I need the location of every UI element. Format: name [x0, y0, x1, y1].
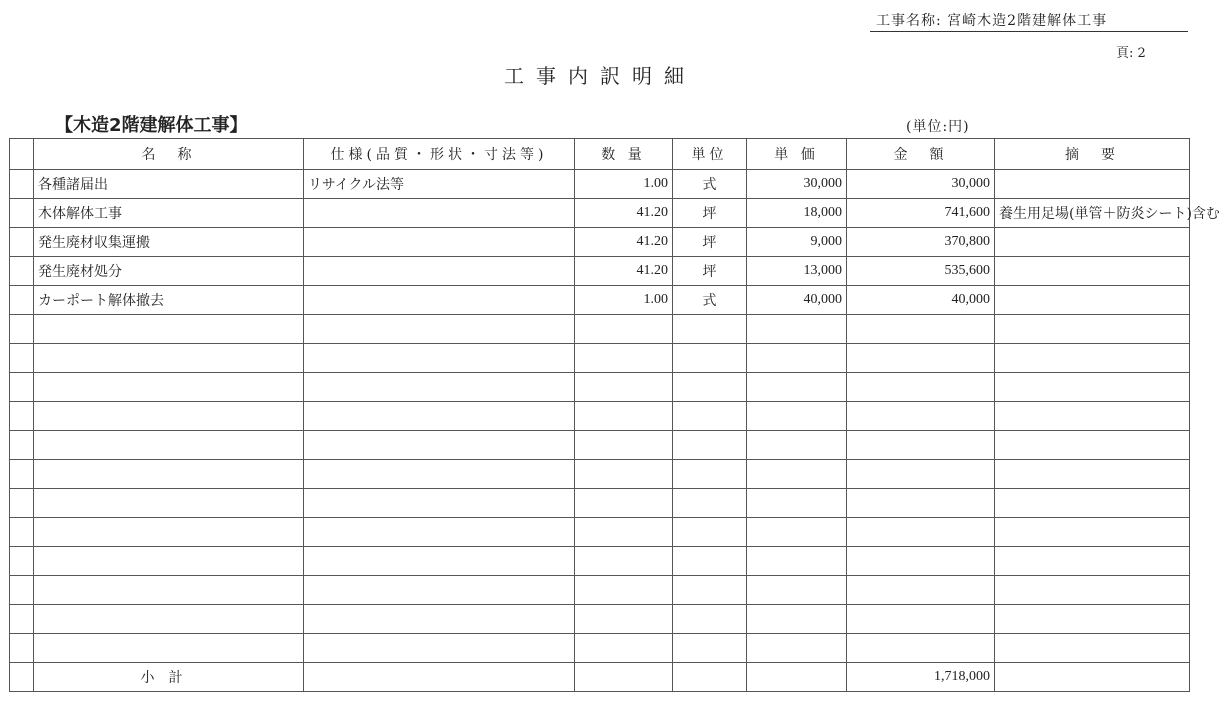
spec-cell: [304, 576, 575, 605]
quantity-cell: [575, 373, 673, 402]
index-cell: [10, 460, 34, 489]
unit-cell: 式: [673, 170, 747, 199]
unit-cell: [673, 605, 747, 634]
index-cell: [10, 634, 34, 663]
empty-row: [10, 402, 1190, 431]
spec-cell: [304, 286, 575, 315]
spec-cell: [304, 315, 575, 344]
quantity-cell: 41.20: [575, 228, 673, 257]
quantity-cell: [575, 431, 673, 460]
unit-price-cell: [747, 431, 847, 460]
spec-cell: [304, 402, 575, 431]
column-header-amount: 金 額: [847, 139, 995, 170]
spec-cell: [304, 460, 575, 489]
unit-price-cell: 18,000: [747, 199, 847, 228]
remarks-cell: [995, 286, 1190, 315]
remarks-cell: [995, 489, 1190, 518]
quantity-cell: [575, 634, 673, 663]
spec-cell: [304, 547, 575, 576]
spec-cell: [304, 605, 575, 634]
column-header-unit-price: 単 価: [747, 139, 847, 170]
table-row: [10, 257, 1190, 286]
unit-note: (単位:円): [906, 119, 970, 135]
amount-cell: [847, 373, 995, 402]
quantity-cell: [575, 402, 673, 431]
unit-price-cell: [747, 315, 847, 344]
name-cell: [34, 315, 304, 344]
quantity-cell: 1.00: [575, 170, 673, 199]
unit-price-cell: [747, 663, 847, 692]
document-title: 工事内訳明細: [504, 64, 696, 88]
spec-cell: [304, 663, 575, 692]
empty-row: [10, 344, 1190, 373]
page-number: 頁: 2: [1116, 46, 1146, 61]
name-cell: [34, 431, 304, 460]
empty-row: [10, 460, 1190, 489]
amount-cell: [847, 431, 995, 460]
unit-cell: [673, 373, 747, 402]
quantity-cell: [575, 489, 673, 518]
subtotal-amount: 1,718,000: [847, 663, 995, 692]
index-cell: [10, 315, 34, 344]
index-cell: [10, 402, 34, 431]
table-row: [10, 199, 1190, 228]
unit-cell: [673, 634, 747, 663]
quantity-cell: [575, 460, 673, 489]
index-cell: [10, 257, 34, 286]
remarks-cell: 養生用足場(単管＋防炎シート)含む: [995, 199, 1190, 228]
unit-cell: [673, 576, 747, 605]
table-header-row: [10, 139, 1190, 170]
amount-cell: 370,800: [847, 228, 995, 257]
empty-row: [10, 576, 1190, 605]
amount-cell: [847, 547, 995, 576]
index-cell: [10, 518, 34, 547]
unit-cell: 坪: [673, 228, 747, 257]
remarks-cell: [995, 257, 1190, 286]
amount-cell: 741,600: [847, 199, 995, 228]
spec-cell: [304, 431, 575, 460]
name-cell: [34, 605, 304, 634]
unit-cell: [673, 663, 747, 692]
index-cell: [10, 663, 34, 692]
quantity-cell: [575, 663, 673, 692]
unit-cell: [673, 547, 747, 576]
unit-price-cell: [747, 547, 847, 576]
unit-price-cell: 13,000: [747, 257, 847, 286]
table-row: [10, 170, 1190, 199]
column-header-spec: 仕様(品質・形状・寸法等): [304, 139, 575, 170]
amount-cell: [847, 634, 995, 663]
unit-price-cell: [747, 460, 847, 489]
unit-price-cell: [747, 634, 847, 663]
remarks-cell: [995, 228, 1190, 257]
subtotal-label: 小計: [34, 663, 304, 692]
column-header-quantity: 数 量: [575, 139, 673, 170]
table-row: [10, 228, 1190, 257]
unit-cell: 坪: [673, 257, 747, 286]
amount-cell: [847, 402, 995, 431]
column-header-remarks: 摘 要: [995, 139, 1190, 170]
remarks-cell: [995, 518, 1190, 547]
unit-cell: 坪: [673, 199, 747, 228]
spec-cell: リサイクル法等: [304, 170, 575, 199]
quantity-cell: [575, 344, 673, 373]
remarks-cell: [995, 402, 1190, 431]
index-cell: [10, 605, 34, 634]
amount-cell: [847, 489, 995, 518]
spec-cell: [304, 257, 575, 286]
name-cell: [34, 547, 304, 576]
name-cell: [34, 518, 304, 547]
empty-row: [10, 373, 1190, 402]
remarks-cell: [995, 315, 1190, 344]
amount-cell: [847, 315, 995, 344]
name-cell: [34, 634, 304, 663]
quantity-cell: 41.20: [575, 257, 673, 286]
spec-cell: [304, 228, 575, 257]
amount-cell: 30,000: [847, 170, 995, 199]
empty-row: [10, 315, 1190, 344]
amount-cell: 535,600: [847, 257, 995, 286]
unit-cell: [673, 402, 747, 431]
header-index-cell: [10, 139, 34, 170]
spec-cell: [304, 373, 575, 402]
section-title: 【木造2階建解体工事】: [55, 115, 248, 136]
unit-cell: 式: [673, 286, 747, 315]
remarks-cell: [995, 373, 1190, 402]
name-cell: [34, 373, 304, 402]
unit-price-cell: [747, 518, 847, 547]
unit-cell: [673, 460, 747, 489]
name-cell: [34, 344, 304, 373]
remarks-cell: [995, 576, 1190, 605]
name-cell: [34, 576, 304, 605]
remarks-cell: [995, 170, 1190, 199]
empty-row: [10, 518, 1190, 547]
unit-price-cell: [747, 344, 847, 373]
remarks-cell: [995, 663, 1190, 692]
quantity-cell: [575, 547, 673, 576]
unit-price-cell: [747, 402, 847, 431]
column-header-unit: 単位: [673, 139, 747, 170]
amount-cell: 40,000: [847, 286, 995, 315]
index-cell: [10, 547, 34, 576]
spec-cell: [304, 634, 575, 663]
unit-price-cell: 30,000: [747, 170, 847, 199]
amount-cell: [847, 460, 995, 489]
amount-cell: [847, 576, 995, 605]
subtotal-row: [10, 663, 1190, 692]
index-cell: [10, 431, 34, 460]
unit-cell: [673, 344, 747, 373]
unit-price-cell: [747, 373, 847, 402]
index-cell: [10, 576, 34, 605]
unit-price-cell: [747, 489, 847, 518]
name-cell: カーポート解体撤去: [34, 286, 304, 315]
unit-price-cell: 40,000: [747, 286, 847, 315]
spec-cell: [304, 489, 575, 518]
amount-cell: [847, 344, 995, 373]
project-name: 工事名称: 宮崎木造2階建解体工事: [870, 10, 1188, 32]
unit-cell: [673, 315, 747, 344]
quantity-cell: 41.20: [575, 199, 673, 228]
quantity-cell: [575, 315, 673, 344]
column-header-name: 名 称: [34, 139, 304, 170]
remarks-cell: [995, 460, 1190, 489]
remarks-cell: [995, 547, 1190, 576]
empty-row: [10, 431, 1190, 460]
unit-cell: [673, 518, 747, 547]
quantity-cell: 1.00: [575, 286, 673, 315]
name-cell: 発生廃材収集運搬: [34, 228, 304, 257]
empty-row: [10, 489, 1190, 518]
breakdown-table: [9, 138, 1220, 692]
unit-price-cell: [747, 576, 847, 605]
quantity-cell: [575, 605, 673, 634]
unit-cell: [673, 489, 747, 518]
empty-row: [10, 634, 1190, 663]
index-cell: [10, 286, 34, 315]
name-cell: 発生廃材処分: [34, 257, 304, 286]
spec-cell: [304, 199, 575, 228]
name-cell: [34, 460, 304, 489]
index-cell: [10, 373, 34, 402]
quantity-cell: [575, 576, 673, 605]
remarks-cell: [995, 344, 1190, 373]
amount-cell: [847, 605, 995, 634]
remarks-cell: [995, 634, 1190, 663]
name-cell: [34, 402, 304, 431]
empty-row: [10, 547, 1190, 576]
index-cell: [10, 170, 34, 199]
unit-price-cell: [747, 605, 847, 634]
amount-cell: [847, 518, 995, 547]
spec-cell: [304, 518, 575, 547]
unit-price-cell: 9,000: [747, 228, 847, 257]
index-cell: [10, 228, 34, 257]
name-cell: 各種諸届出: [34, 170, 304, 199]
index-cell: [10, 489, 34, 518]
spec-cell: [304, 344, 575, 373]
table-row: [10, 286, 1190, 315]
unit-cell: [673, 431, 747, 460]
remarks-cell: [995, 605, 1190, 634]
quantity-cell: [575, 518, 673, 547]
empty-row: [10, 605, 1190, 634]
remarks-cell: [995, 431, 1190, 460]
index-cell: [10, 199, 34, 228]
name-cell: 木体解体工事: [34, 199, 304, 228]
index-cell: [10, 344, 34, 373]
name-cell: [34, 489, 304, 518]
